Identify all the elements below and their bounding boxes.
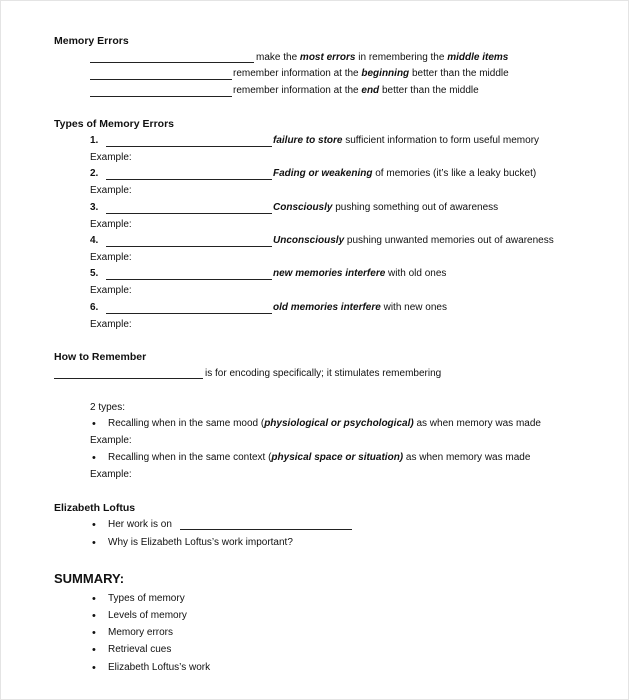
memory-errors-blank-2[interactable] (90, 79, 232, 80)
how-blank[interactable] (54, 378, 203, 379)
example-label: Example: (90, 285, 132, 296)
bullet-dot: • (92, 519, 96, 531)
how-line: is for encoding specifically; it stimulates remembering (205, 368, 442, 379)
how-bullet-context: Recalling when in the same context (physical space or situation) as when memory was made (108, 452, 531, 463)
type-description: Unconsciously pushing unwanted memories out of awareness (273, 235, 554, 246)
type-blank[interactable] (106, 179, 272, 180)
example-label: Example: (90, 152, 132, 163)
bullet-dot: • (92, 537, 96, 549)
type-blank[interactable] (106, 246, 272, 247)
summary-item: Levels of memory (108, 610, 187, 621)
type-description: failure to store sufficient information to form useful memory (273, 135, 540, 146)
example-label: Example: (90, 185, 132, 196)
loftus-bullet-work: Her work is on (108, 519, 172, 530)
type-number: 6. (90, 302, 99, 313)
type-blank[interactable] (106, 313, 272, 314)
summary-item: Memory errors (108, 627, 174, 638)
bullet-dot: • (92, 662, 96, 674)
bullet-dot: • (92, 644, 96, 656)
bullet-dot: • (92, 627, 96, 639)
type-blank[interactable] (106, 279, 272, 280)
how-bullet-mood: Recalling when in the same mood (physiological or psychological) as when memory was made (108, 418, 541, 429)
example-label: Example: (90, 469, 132, 480)
type-number: 3. (90, 202, 99, 213)
summary-item: Elizabeth Loftus’s work (108, 662, 211, 673)
example-label: Example: (90, 219, 132, 230)
type-description: old memories interfere with new ones (273, 302, 447, 313)
memory-errors-line-1: make the most errors in remembering the middle items (256, 52, 509, 63)
how-to-remember-heading: How to Remember (54, 351, 147, 363)
type-number: 5. (90, 268, 99, 279)
example-label: Example: (90, 319, 132, 330)
example-label: Example: (90, 252, 132, 263)
example-label: Example: (90, 435, 132, 446)
type-number: 2. (90, 168, 99, 179)
type-description: new memories interfere with old ones (273, 268, 447, 279)
loftus-bullet-important: Why is Elizabeth Loftus’s work important? (108, 537, 293, 548)
memory-errors-line-3: remember information at the end better than the middle (233, 85, 479, 96)
type-number: 1. (90, 135, 99, 146)
memory-errors-blank-1[interactable] (90, 62, 254, 63)
type-number: 4. (90, 235, 99, 246)
two-types-label: 2 types: (90, 402, 126, 413)
type-description: Fading or weakening of memories (it’s like a leaky bucket) (273, 168, 537, 179)
type-description: Consciously pushing something out of awareness (273, 202, 499, 213)
memory-errors-line-2: remember information at the beginning better than the middle (233, 68, 509, 79)
loftus-work-blank[interactable] (180, 529, 352, 530)
summary-item: Types of memory (108, 593, 185, 604)
summary-heading: SUMMARY: (54, 571, 125, 586)
memory-errors-blank-3[interactable] (90, 96, 232, 97)
bullet-dot: • (92, 610, 96, 622)
bullet-dot: • (92, 418, 96, 430)
bullet-dot: • (92, 593, 96, 605)
type-blank[interactable] (106, 213, 272, 214)
types-heading: Types of Memory Errors (54, 118, 175, 130)
summary-item: Retrieval cues (108, 644, 172, 655)
bullet-dot: • (92, 452, 96, 464)
loftus-heading: Elizabeth Loftus (54, 502, 136, 514)
memory-errors-heading: Memory Errors (54, 35, 129, 47)
type-blank[interactable] (106, 146, 272, 147)
